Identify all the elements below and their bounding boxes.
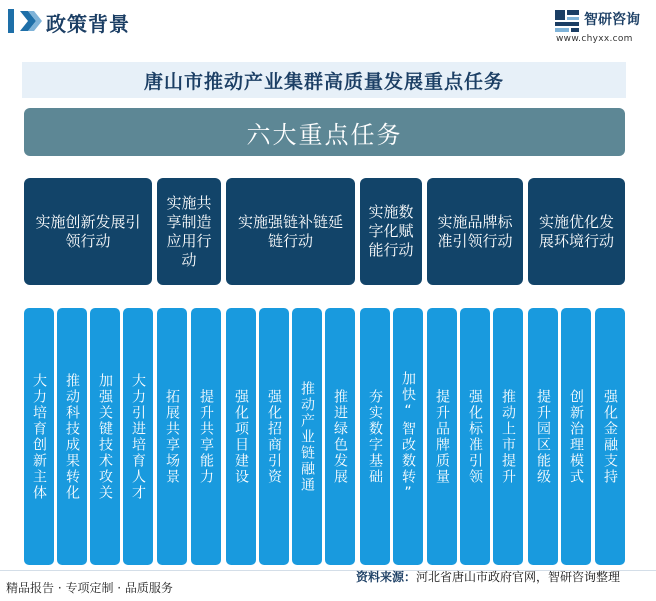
measure-column: 推动上市提升 <box>493 308 523 565</box>
source-note <box>356 568 620 585</box>
measure-column: 强化项目建设 <box>226 308 256 565</box>
measure-column: 夯实数字基础 <box>360 308 390 565</box>
brand-url: www.chyxx.com <box>556 34 633 44</box>
action-digital: 实施数字化赋能行动 <box>360 178 422 285</box>
brand-name: 智研咨询 <box>584 12 640 28</box>
source-label: 资料来源： <box>356 570 417 584</box>
action-brand-standard: 实施品牌标准引领行动 <box>427 178 523 285</box>
action-shared-manufacturing: 实施共享制造应用行动 <box>157 178 221 285</box>
action-chain: 实施强链补链延链行动 <box>226 178 355 285</box>
measure-column: 推动产业链融通 <box>292 308 322 565</box>
double-chevron-icon <box>20 11 42 31</box>
measure-column: 提升园区能级 <box>528 308 558 565</box>
measure-column: 强化招商引资 <box>259 308 289 565</box>
measure-column: 加快“智改数转” <box>393 308 423 565</box>
header-accent-bar <box>8 9 14 33</box>
measure-column: 强化金融支持 <box>595 308 625 565</box>
page-header <box>0 0 656 46</box>
footer-slogan: 精品报告 · 专项定制 · 品质服务 <box>6 581 173 595</box>
measure-column: 创新治理模式 <box>561 308 591 565</box>
key-tasks-banner: 六大重点任务 <box>24 108 625 156</box>
measure-column: 提升共享能力 <box>191 308 221 565</box>
action-environment: 实施优化发展环境行动 <box>528 178 625 285</box>
measure-column: 加强关键技术攻关 <box>90 308 120 565</box>
brand-logo-icon <box>554 9 580 33</box>
measure-column: 拓展共享场景 <box>157 308 187 565</box>
measure-column: 大力引进培育人才 <box>123 308 153 565</box>
measure-column: 提升品牌质量 <box>427 308 457 565</box>
action-innovation: 实施创新发展引领行动 <box>24 178 152 285</box>
measure-column: 推进绿色发展 <box>325 308 355 565</box>
section-title: 政策背景 <box>46 12 130 36</box>
diagram-title: 唐山市推动产业集群高质量发展重点任务 <box>22 62 626 98</box>
measure-column: 大力培育创新主体 <box>24 308 54 565</box>
measure-column: 推动科技成果转化 <box>57 308 87 565</box>
measure-column: 强化标准引领 <box>460 308 490 565</box>
source-text: 河北省唐山市政府官网，智研咨询整理 <box>416 570 621 584</box>
